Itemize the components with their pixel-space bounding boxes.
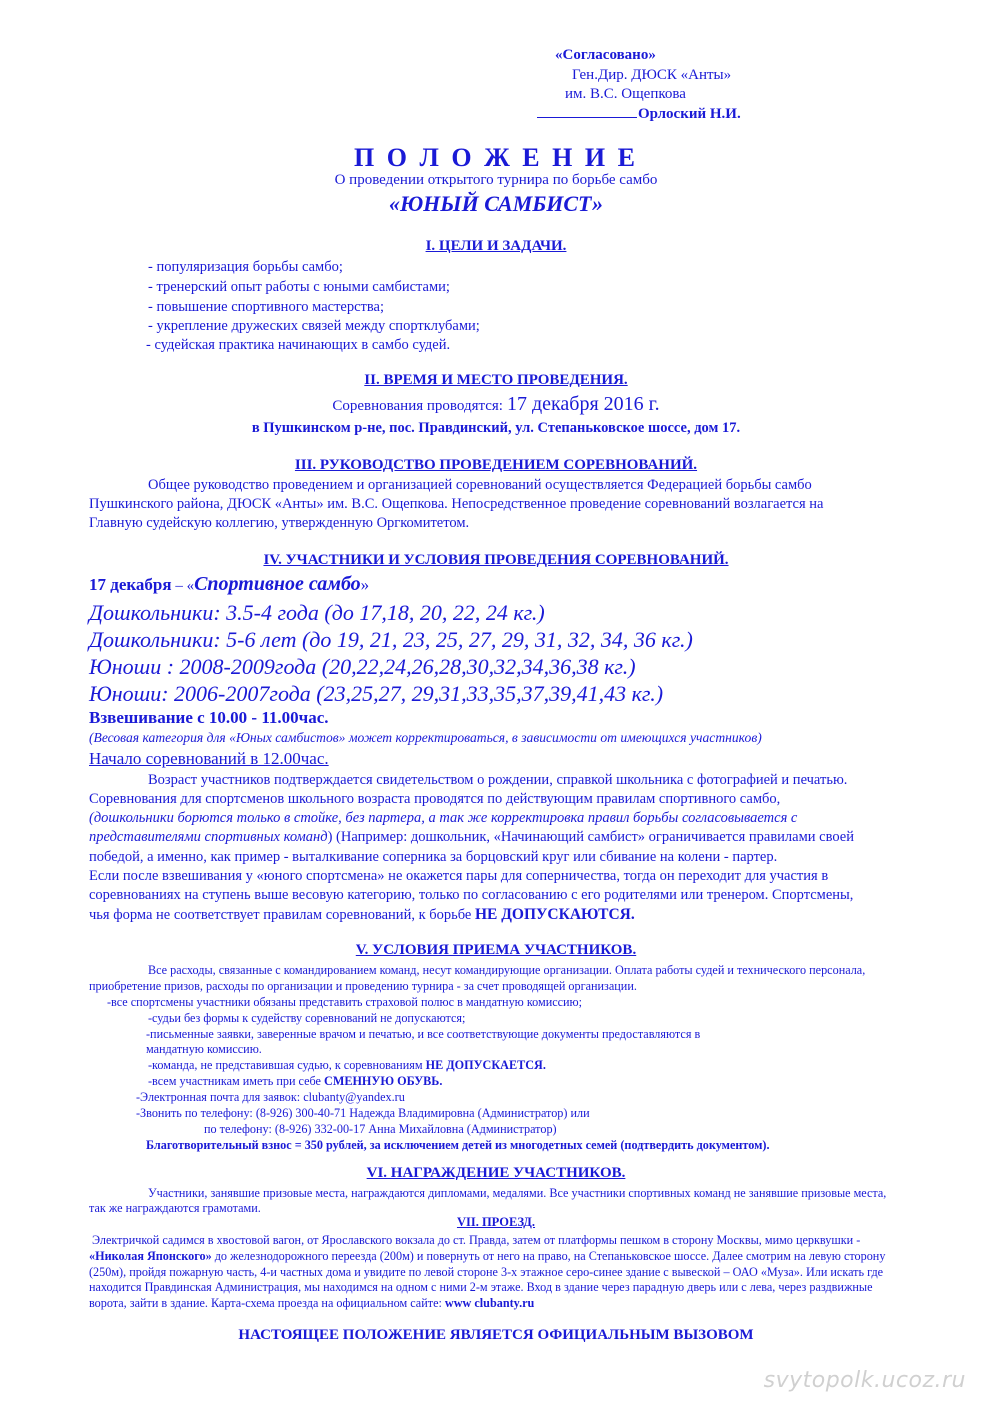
directions-line-mixed bbox=[89, 1249, 885, 1264]
official-invitation: НАСТОЯЩЕЕ ПОЛОЖЕНИЕ ЯВЛЯЕТСЯ ОФИЦИАЛЬНЫМ ВЫЗОВОМ bbox=[238, 1327, 754, 1343]
approval-signer: Орлоский Н.И. bbox=[638, 106, 741, 122]
conditions-line: Все расходы, связанные с командированием команд, несут командирующие организации. Оплата работы судей и технического персонала, bbox=[148, 963, 866, 977]
section-7-heading: VII. ПРОЕЗД. bbox=[456, 1215, 536, 1229]
conditions-line: -все спортсмены участники обязаны представить страховой полюс в мандатную комиссию; bbox=[107, 995, 583, 1009]
approval-line2: им. В.С. Ощепкова bbox=[565, 86, 686, 102]
rules-line-mixed bbox=[89, 906, 635, 924]
directions-plain-part: до железнодорожного переезда (200м) и повернуть от него на право, на Степаньковское шоссе. Далее смотрим на левую сторону bbox=[211, 1249, 886, 1263]
approval-title: «Согласовано» bbox=[555, 47, 656, 63]
event-discipline: Спортивное самбо bbox=[194, 573, 361, 595]
church-name: «Николая Японского» bbox=[89, 1249, 212, 1263]
awards-line: Участники, занявшие призовые места, награждаются дипломами, медалями. Все участники спортивных команд не занявшие призовые места, bbox=[148, 1186, 887, 1200]
section-2-heading: II. ВРЕМЯ И МЕСТО ПРОВЕДЕНИЯ. bbox=[364, 372, 628, 388]
conditions-line: -письменные заявки, заверенные врачом и печатью, и все соответствующие документы предоставляются в bbox=[146, 1027, 701, 1041]
watermark: svytopolk.ucoz.ru bbox=[763, 1368, 966, 1393]
rules-line-mixed bbox=[89, 829, 854, 846]
rules-plain-part: чья форма не соответствует правилам соревнований, к борьбе bbox=[89, 907, 475, 923]
conditions-line: мандатную комиссию. bbox=[146, 1042, 262, 1056]
phone-line: по телефону: (8-926) 332-00-17 Анна Михайловна (Администратор) bbox=[204, 1122, 557, 1136]
document-title: П О Л О Ж Е Н И Е bbox=[354, 143, 638, 172]
date-prefix: Соревнования проводятся: bbox=[332, 398, 503, 414]
discipline-line bbox=[89, 573, 369, 596]
event-dash: – « bbox=[171, 578, 195, 594]
event-discipline-end: » bbox=[360, 575, 370, 594]
approval-line1: Ген.Дир. ДЮСК «Анты» bbox=[572, 67, 732, 83]
rules-line: (дошкольники борются только в стойке, без партера, а так же корректировка правил борьбы согласовывается с bbox=[89, 810, 798, 826]
directions-line: (250м), пройдя пожарную часть, 4-и частных дома и увидите по левой стороне 3-х этажное серо-синее здание с вывеской – ОАО «Муза». Или искать где bbox=[89, 1265, 884, 1279]
directions-line: Электричкой садимся в хвостовой вагон, от Ярославского вокзала до ст. Правда, затем от платформы пешком в сторону Москвы, мимо церквушки - bbox=[92, 1233, 861, 1247]
goal-item: - повышение спортивного мастерства; bbox=[148, 299, 385, 315]
goal-item: - популяризация борьбы самбо; bbox=[148, 259, 343, 275]
rules-plain-part: ) (Например: дошкольник, «Начинающий самбист» ограничивается правилами своей bbox=[327, 829, 854, 845]
age-group: Дошкольники: 5-6 лет (до 19, 21, 23, 25, 27, 29, 31, 32, 34, 36 кг.) bbox=[89, 627, 693, 652]
leadership-line: Главную судейскую коллегию, утвержденную Оргкомитетом. bbox=[89, 515, 470, 531]
competition-place: в Пушкинском р-не, пос. Правдинский, ул. Степаньковское шоссе, дом 17. bbox=[251, 420, 741, 436]
goal-item: - укрепление дружеских связей между спортклубами; bbox=[148, 318, 480, 334]
age-group: Юноши : 2008-2009года (20,22,24,26,28,30,32,34,36,38 кг.) bbox=[89, 654, 636, 679]
age-group: Дошкольники: 3.5-4 года (до 17,18, 20, 22, 24 кг.) bbox=[89, 600, 545, 625]
conditions-line-mixed bbox=[148, 1058, 546, 1073]
weigh-in: Взвешивание с 10.00 - 11.00час. bbox=[89, 708, 329, 727]
rules-line: Если после взвешивания у «юного спортсмена» не окажется пары для соперничества, тогда он переходит для участия в bbox=[89, 868, 829, 884]
conditions-plain-part: -команда, не представившая судью, к соревнованиям bbox=[148, 1058, 426, 1072]
competition-date-line bbox=[0, 393, 992, 416]
directions-plain-part: ворота, зайти в здание. Карта-схема проезда на официальном сайте: bbox=[89, 1296, 445, 1310]
not-allowed-emphasis: НЕ ДОПУСКАЮТСЯ. bbox=[475, 906, 635, 923]
goal-item: - тренерский опыт работы с юными самбистами; bbox=[148, 279, 450, 295]
goal-item: - судейская практика начинающих в самбо судей. bbox=[146, 337, 451, 353]
section-4-heading: IV. УЧАСТНИКИ И УСЛОВИЯ ПРОВЕДЕНИЯ СОРЕВНОВАНИЙ. bbox=[263, 552, 729, 568]
document-subtitle: О проведении открытого турнира по борьбе самбо bbox=[334, 172, 658, 188]
start-time: Начало соревнований в 12.00час. bbox=[89, 749, 329, 768]
event-day: 17 декабря bbox=[89, 575, 172, 594]
leadership-line: Общее руководство проведением и организацией соревнований осуществляется Федерацией борьбы самбо bbox=[148, 477, 812, 493]
fee-line: Благотворительный взнос = 350 рублей, за исключением детей из многодетных семей (подтвердить документом). bbox=[146, 1138, 770, 1152]
conditions-line: -судьи без формы к судейству соревнований не допускаются; bbox=[148, 1011, 466, 1025]
website-link[interactable]: www clubanty.ru bbox=[444, 1296, 535, 1310]
weight-note: (Весовая категория для «Юных самбистов» может корректироваться, в зависимости от имеющихся участников) bbox=[89, 730, 762, 745]
competition-date: 17 декабря 2016 г. bbox=[506, 393, 660, 415]
conditions-line: приобретение призов, расходы по организации и проведению турнира - за счет проводящей организации. bbox=[89, 979, 637, 993]
approval-signature bbox=[537, 104, 741, 123]
directions-line-mixed bbox=[89, 1296, 534, 1311]
section-5-heading: V. УСЛОВИЯ ПРИЕМА УЧАСТНИКОВ. bbox=[355, 942, 637, 958]
directions-line: находится Правдинская Администрация, мы находимся на одном с ними 2-м этаже. Вход в здание через парадную дверь или с лева, через раздвижные bbox=[89, 1280, 873, 1294]
conditions-line-mixed bbox=[148, 1074, 442, 1089]
rules-line: Возраст участников подтверждается свидетельством о рождении, справкой школьника с фотографией и печатью. bbox=[148, 772, 848, 788]
rules-italic-part: представителями спортивных команд bbox=[89, 829, 328, 845]
section-1-heading: I. ЦЕЛИ И ЗАДАЧИ. bbox=[425, 238, 567, 254]
not-allowed-emphasis: НЕ ДОПУСКАЕТСЯ. bbox=[425, 1058, 546, 1072]
section-6-heading: VI. НАГРАЖДЕНИЕ УЧАСТНИКОВ. bbox=[366, 1165, 626, 1181]
awards-line: так же награждаются грамотами. bbox=[89, 1201, 261, 1215]
email-line: -Электронная почта для заявок: clubanty@yandex.ru bbox=[136, 1090, 405, 1104]
shoes-emphasis: СМЕННУЮ ОБУВЬ. bbox=[324, 1074, 443, 1088]
section-3-heading: III. РУКОВОДСТВО ПРОВЕДЕНИЕМ СОРЕВНОВАНИЙ. bbox=[294, 457, 698, 473]
rules-line: победой, а именно, как пример - выталкивание соперника за борцовский круг или сбивание на колени - партер. bbox=[89, 849, 778, 865]
age-group: Юноши: 2006-2007года (23,25,27, 29,31,33,35,37,39,41,43 кг.) bbox=[89, 681, 664, 706]
tournament-name: «ЮНЫЙ САМБИСТ» bbox=[388, 191, 604, 216]
leadership-line: Пушкинского района, ДЮСК «Анты» им. В.С. Ощепкова. Непосредственное проведение соревнований возлагается на bbox=[89, 496, 824, 512]
phone-line: -Звонить по телефону: (8-926) 300-40-71 Надежда Владимировна (Администратор) или bbox=[136, 1106, 590, 1120]
signature-line bbox=[537, 104, 637, 118]
conditions-plain-part: -всем участникам иметь при себе bbox=[148, 1074, 325, 1088]
rules-line: соревнованиях на ступень выше весовую категорию, только по согласованию с его родителями или тренером. Спортсмены, bbox=[89, 887, 854, 903]
rules-line: Соревнования для спортсменов школьного возраста проводятся по действующим правилам спортивного самбо, bbox=[89, 791, 781, 807]
